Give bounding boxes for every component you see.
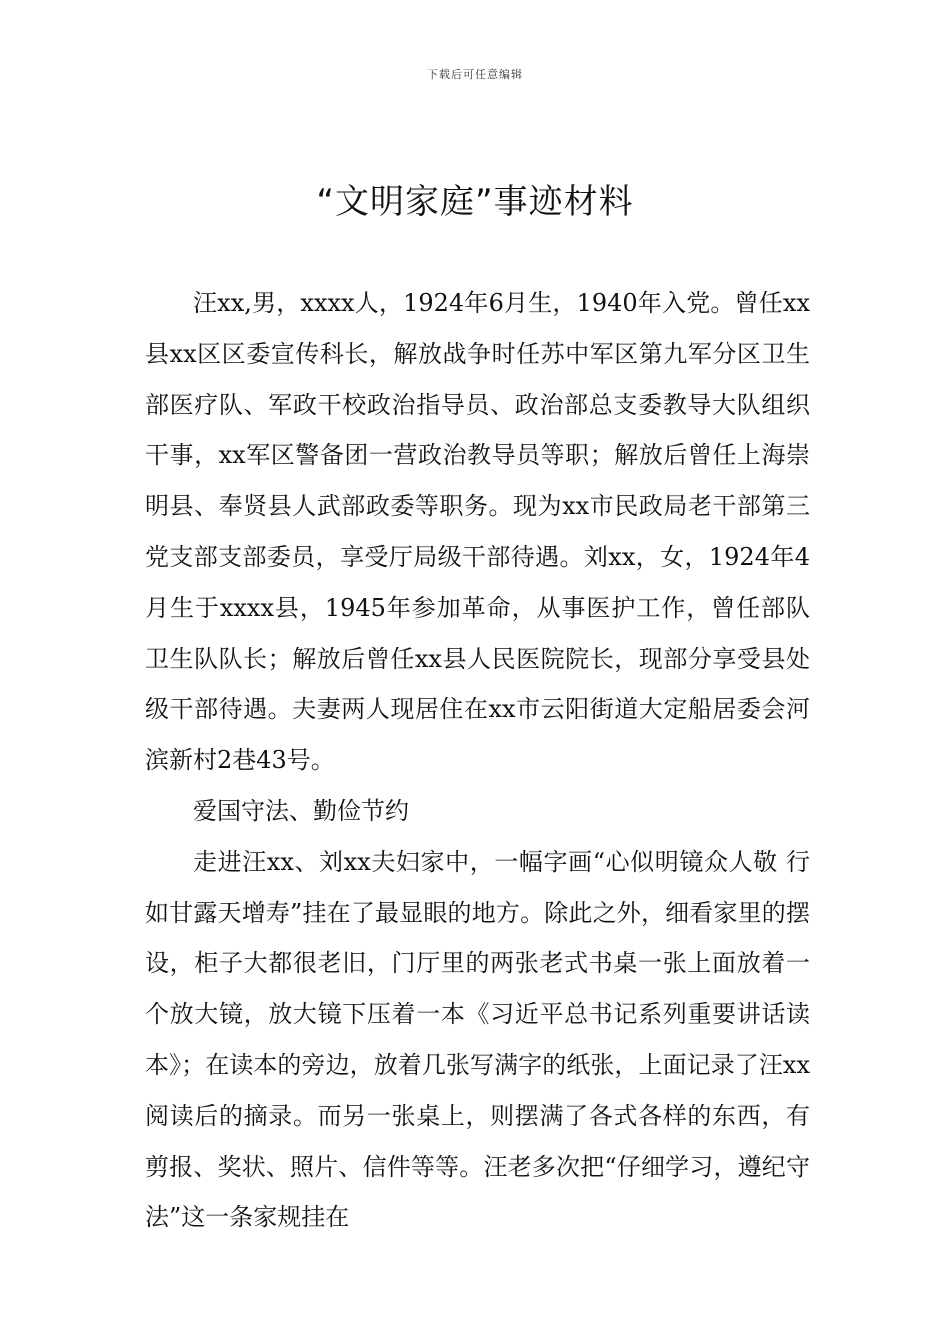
paragraph-home-description: 走进汪xx、刘xx夫妇家中，一幅字画“心似明镜众人敬 行如甘露天增寿”挂在了最显眼的地方。除此之外，细看家里的摆设，柜子大都很老旧，门厅里的两张老式书桌一张上面放着一个放大镜，放大镜下压着一本《习近平总书记系列重要讲话读本》；在读本的旁边，放着几张写满字的纸张，上面记录了汪xx阅读后的摘录。而另一张桌上，则摆满了各式各样的东西，有剪报、奖状、照片、信件等等。汪老多次把“仔细学习，遵纪守法”这一条家规挂在 xyxy=(145,847,810,1232)
paragraph-biography: 汪xx,男，xxxx人，1924年6月生，1940年入党。曾任xx县xx区区委宣传科长，解放战争时任苏中军区第九军分区卫生部医疗队、军政干校政治指导员、政治部总支委教导大队组织干事，xx军区警备团一营政治教导员等职；解放后曾任上海崇明县、奉贤县人武部政委等职务。现为xx市民政局老干部第三党支部支部委员，享受厅局级干部待遇。刘xx，女，1924年4月生于xxxx县，1945年参加革命，从事医护工作，曾任部队卫生队队长；解放后曾任xx县人民医院院长，现部分享受县处级干部待遇。夫妻两人现居住在xx市云阳街道大定船居委会河滨新村2巷43号。 xyxy=(145,289,810,775)
section-heading: 爱国守法、勤俭节约 xyxy=(193,796,409,825)
header-note: 下载后可任意编辑 xyxy=(427,68,523,81)
page-title: “文明家庭”事迹材料 xyxy=(316,182,634,222)
document-body xyxy=(145,278,810,1243)
